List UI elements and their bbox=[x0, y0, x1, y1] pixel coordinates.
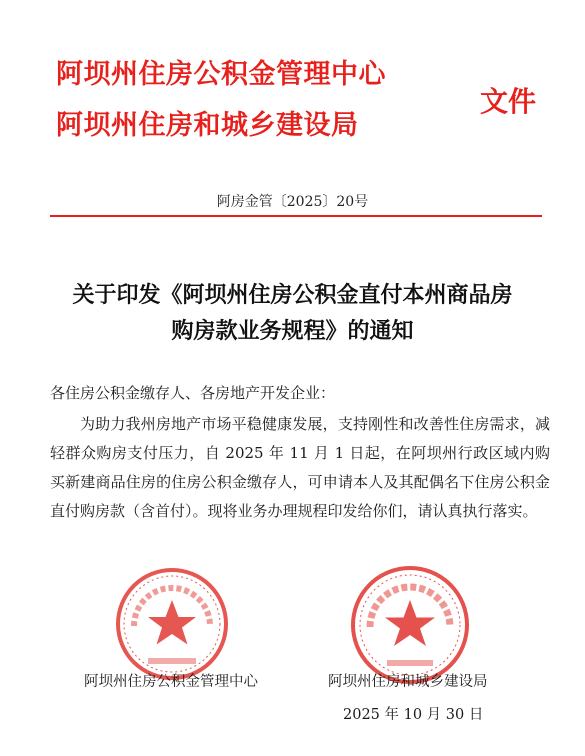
doc-type-label: 文件 bbox=[480, 85, 537, 118]
body-paragraph: 为助力我州房地产市场平稳健康发展，支持刚性和改善性住房需求，减轻群众购房支付压力，自 2025 年 11 月 1 日起，在阿坝州行政区域内购买新建商品住房的住房公积金缴存人，可申请本人及其配偶名下住房公积金直付购房款（含首付）。现将业务办理规程印发给你们，请认真执行落实。 bbox=[50, 415, 550, 520]
signer-org-2: 阿坝州住房和城乡建设局 bbox=[328, 674, 488, 690]
signer-org-1: 阿坝州住房公积金管理中心 bbox=[84, 674, 258, 690]
document-title-line-2: 购房款业务规程》的通知 bbox=[171, 318, 414, 344]
header-divider bbox=[50, 215, 542, 217]
issuing-org-1: 阿坝州住房公积金管理中心 bbox=[56, 59, 386, 90]
document-number: 阿房金管〔2025〕20号 bbox=[216, 194, 369, 210]
official-seal-icon bbox=[349, 564, 471, 686]
document-title-line-1: 关于印发《阿坝州住房公积金直付本州商品房 bbox=[72, 282, 513, 308]
official-seal-icon bbox=[114, 566, 230, 682]
salutation: 各住房公积金缴存人、各房地产开发企业： bbox=[50, 384, 336, 402]
issue-date: 2025 年 10 月 30 日 bbox=[343, 707, 484, 723]
issuing-org-2: 阿坝州住房和城乡建设局 bbox=[56, 110, 359, 141]
